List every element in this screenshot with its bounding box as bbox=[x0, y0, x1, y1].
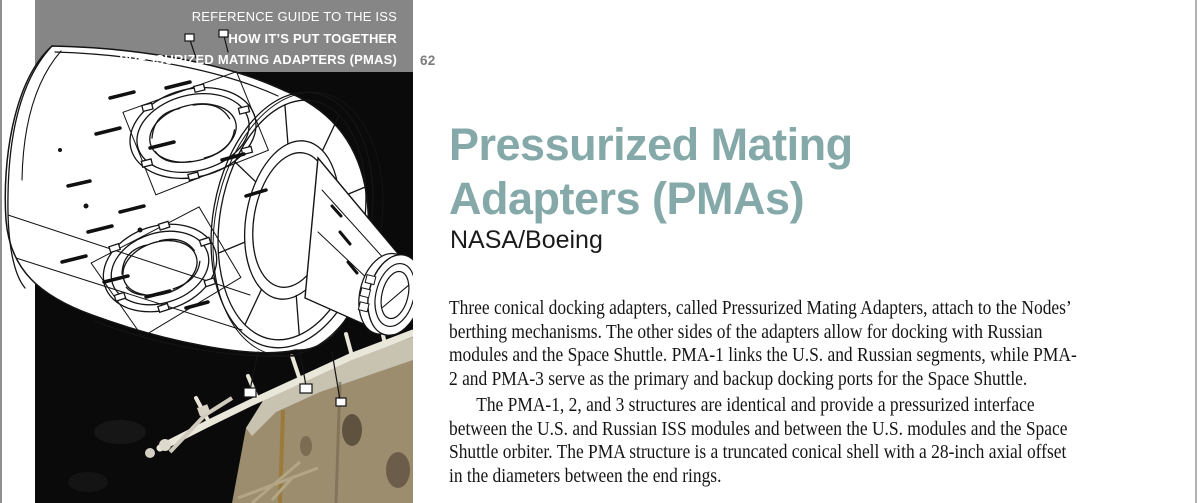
page-number: 62 bbox=[420, 53, 436, 68]
body-line: Three conical docking adapters, called Pressurized Mating Adapters, attach to the Nodes’ bbox=[449, 297, 1072, 319]
body-line: berthing mechanisms. The other sides of the adapters allow for docking with Russian bbox=[449, 320, 1043, 343]
body-line: The PMA-1, 2, and 3 structures are identical and provide a pressurized interface bbox=[476, 394, 1035, 416]
body-line: modules and the Space Shuttle. PMA-1 links the U.S. and Russian segments, while PMA- bbox=[449, 344, 1077, 366]
article-subtitle: NASA/Boeing bbox=[450, 226, 603, 254]
article-title: Pressurized Mating Adapters (PMAs) bbox=[449, 119, 853, 224]
figure-panel bbox=[0, 0, 413, 503]
body-paragraph bbox=[449, 297, 1169, 391]
body-line: in the diameters between the end rings. bbox=[449, 464, 722, 487]
body-paragraph bbox=[449, 394, 1169, 488]
band-line-2: HOW IT’S PUT TOGETHER bbox=[228, 30, 397, 46]
header-band-text bbox=[35, 6, 405, 71]
body-line: 2 and PMA-3 serve as the primary and backup docking ports for the Space Shuttle. bbox=[449, 367, 1028, 390]
body-line: between the U.S. and Russian ISS modules and between the U.S. modules and the Space bbox=[449, 417, 1068, 440]
pma-figure bbox=[0, 0, 413, 503]
page-right-edge bbox=[1195, 0, 1197, 503]
band-line-3: PRESSURIZED MATING ADAPTERS (PMAS) bbox=[119, 52, 397, 67]
article-body bbox=[449, 297, 1169, 491]
body-line: Shuttle orbiter. The PMA structure is a truncated conical shell with a 28-inch axial offset bbox=[449, 441, 1067, 463]
band-line-1: REFERENCE GUIDE TO THE ISS bbox=[191, 9, 397, 24]
